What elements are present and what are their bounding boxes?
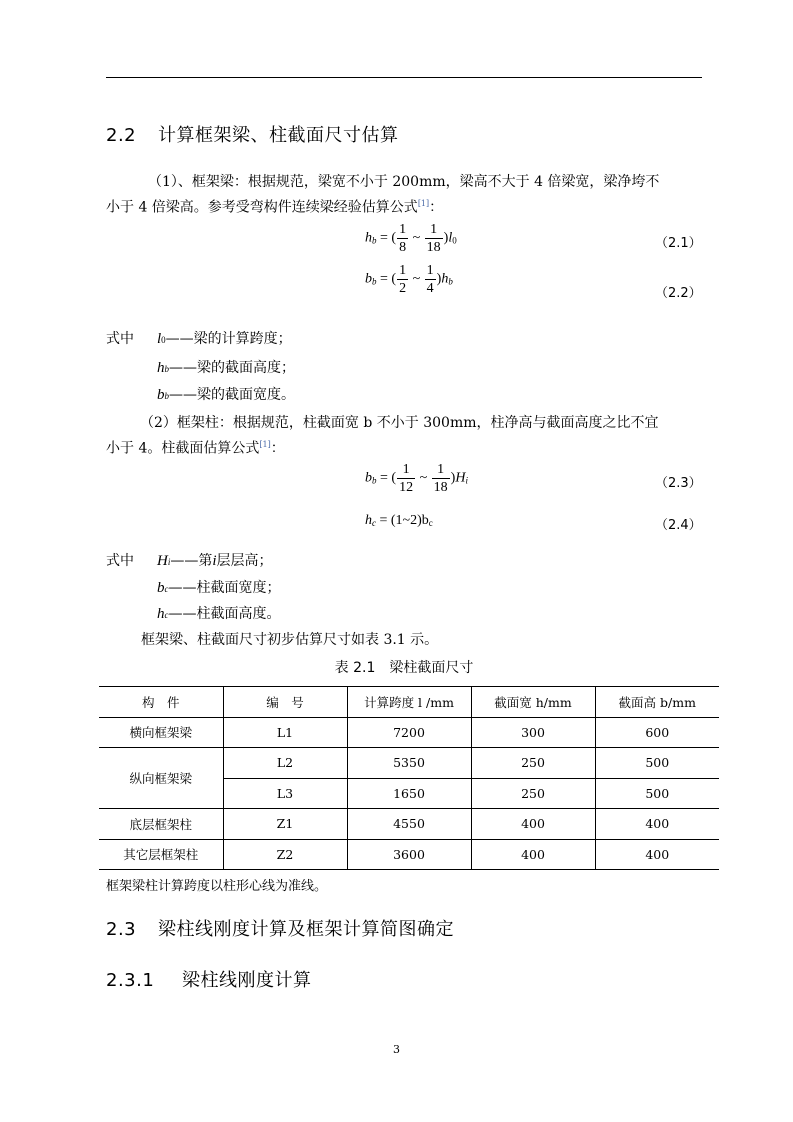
denominator: 18	[426, 240, 441, 255]
table-cell: 横向框架梁	[99, 717, 223, 748]
beam-para-colon: ：	[429, 199, 444, 216]
beam-para-text: 小于 4 倍梁高。参考受弯构件连续梁经验估算公式	[106, 199, 418, 216]
table-cell: 底层框架柱	[99, 809, 223, 840]
column-para-line2	[106, 434, 702, 460]
table-cell: L1	[223, 717, 347, 748]
numerator: 1	[425, 221, 443, 239]
numerator: 1	[399, 222, 407, 237]
definitions-prefix: 式中	[106, 331, 134, 347]
header-cell: 截面宽 h/mm	[471, 687, 595, 718]
def-index: i	[212, 553, 217, 569]
section-heading-2-2	[106, 121, 399, 147]
numerator: 1	[426, 263, 434, 278]
section-number: 2.2	[106, 125, 137, 146]
table-cell: 600	[595, 717, 719, 748]
numerator: 1	[399, 263, 407, 278]
eq-operator: = (1~2)b	[376, 513, 429, 528]
eq-lhs: b	[365, 271, 372, 287]
beam-para-line2	[106, 193, 702, 219]
definition-bc	[157, 577, 281, 597]
eq-var-sub: c	[428, 518, 433, 528]
page-number: 3	[393, 1043, 400, 1056]
def-sub: 0	[161, 335, 166, 345]
beam-para-line1: （1）、框架梁：根据规范，梁宽不小于 200mm，梁高不大于 4 倍梁宽，梁净垮不	[148, 174, 660, 190]
def-symbol: h	[157, 606, 165, 622]
fraction	[425, 221, 443, 256]
table-cell: 400	[595, 839, 719, 870]
table-cell: 500	[595, 778, 719, 809]
table-cell: 400	[595, 809, 719, 840]
table-header-row	[99, 687, 719, 718]
eq-paren: )	[443, 230, 449, 246]
column-para-line1: （2）框架柱：根据规范，柱截面宽 b 不小于 300mm，柱净高与截面高度之比不宜	[140, 415, 659, 431]
denominator: 2	[399, 281, 407, 296]
table-cell: 1650	[347, 778, 471, 809]
table-row	[99, 809, 719, 840]
numerator: 1	[432, 461, 450, 479]
fraction	[397, 461, 415, 496]
table-cell: 500	[595, 748, 719, 779]
header-cell: 计算跨度 l /mm	[347, 687, 471, 718]
eq-tilde: ~	[409, 271, 424, 287]
eq-var-sub: b	[448, 276, 453, 287]
def-symbol: b	[157, 387, 165, 403]
table-row	[99, 839, 719, 870]
table-row	[99, 717, 719, 748]
equation-2-1	[365, 221, 457, 256]
column-paragraph	[106, 412, 702, 460]
table-cell: L3	[223, 778, 347, 809]
definition-l0	[157, 328, 292, 348]
eq-lhs: h	[365, 513, 372, 528]
def-symbol: b	[157, 580, 165, 596]
equation-number: （2.4）	[655, 518, 702, 533]
eq-tilde: ~	[416, 470, 431, 486]
def-symbol: l	[157, 331, 162, 347]
column-para-text: 小于 4。柱截面估算公式	[106, 440, 260, 457]
citation-link[interactable]: [1]	[259, 440, 271, 449]
table-cell: 5350	[347, 748, 471, 779]
def-text: ——柱截面宽度；	[168, 580, 281, 596]
eq-lhs-sub: b	[372, 235, 377, 246]
table-cell: 400	[471, 839, 595, 870]
table-cell: Z1	[223, 809, 347, 840]
header-rule	[106, 77, 702, 78]
table-cell: 250	[471, 778, 595, 809]
eq-operator: = (	[376, 230, 397, 246]
def-sub: c	[164, 610, 169, 620]
section-heading-2-3	[106, 915, 454, 941]
def-text: 层层高；	[216, 553, 273, 569]
equation-2-4	[365, 513, 433, 529]
eq-var: H	[455, 470, 466, 486]
section-number: 2.3	[106, 919, 137, 940]
eq-var: l	[448, 230, 453, 246]
equation-number: （2.2）	[655, 286, 702, 301]
eq-paren: )	[436, 271, 442, 287]
table-cell: L2	[223, 748, 347, 779]
eq-operator: = (	[376, 271, 397, 287]
fraction	[397, 262, 408, 297]
def-sub: c	[164, 584, 169, 594]
equation-2-2	[365, 262, 453, 297]
table-cell: 250	[471, 748, 595, 779]
equation-number: （2.1）	[655, 236, 702, 251]
def-symbol: h	[157, 360, 165, 376]
dimensions-table	[99, 686, 719, 870]
header-cell: 截面高 b/mm	[595, 687, 719, 718]
def-symbol: H	[157, 553, 168, 569]
denominator: 18	[433, 480, 448, 495]
table-note: 框架梁柱计算跨度以柱形心线为准线。	[106, 879, 328, 894]
eq-var-sub: 0	[452, 235, 457, 246]
fraction	[432, 461, 450, 496]
eq-paren: )	[450, 470, 456, 486]
table-cell: 7200	[347, 717, 471, 748]
citation-link[interactable]: [1]	[417, 199, 430, 208]
table-cell: 300	[471, 717, 595, 748]
section-title: 计算框架梁、柱截面尺寸估算	[158, 125, 399, 146]
table-cell: 其它层框架柱	[99, 839, 223, 870]
section-title: 梁柱线刚度计算及框架计算简图确定	[158, 919, 454, 940]
equation-2-3	[365, 461, 468, 496]
table-row	[99, 748, 719, 779]
def-text: ——第	[170, 553, 213, 569]
def-sub: b	[164, 364, 169, 374]
table-caption: 表 2.1 梁柱截面尺寸	[334, 660, 474, 676]
definition-hb	[157, 357, 295, 377]
eq-lhs: b	[365, 470, 372, 486]
def-text: ——梁的截面高度；	[169, 360, 295, 376]
eq-lhs: h	[365, 230, 372, 246]
numerator: 1	[397, 461, 415, 479]
def-sub: b	[164, 391, 169, 401]
eq-tilde: ~	[409, 230, 424, 246]
eq-lhs-sub: c	[372, 518, 376, 528]
header-cell: 编 号	[223, 687, 347, 718]
table-cell: 400	[471, 809, 595, 840]
eq-lhs-sub: b	[372, 276, 377, 287]
beam-paragraph	[106, 171, 702, 219]
table-cell: 纵向框架梁	[99, 748, 223, 809]
def-text: ——梁的截面宽度。	[169, 387, 295, 403]
column-para-colon: ：	[270, 440, 285, 457]
table-cell: 3600	[347, 839, 471, 870]
table-cell: 4550	[347, 809, 471, 840]
fraction	[425, 262, 436, 297]
definitions-prefix: 式中	[106, 553, 134, 569]
eq-operator: = (	[376, 470, 397, 486]
denominator: 8	[399, 240, 407, 255]
definition-bb	[157, 384, 295, 404]
equation-number: （2.3）	[655, 476, 702, 491]
definition-hc	[157, 603, 281, 623]
definition-hi	[157, 550, 273, 570]
section-title: 梁柱线刚度计算	[182, 970, 312, 991]
def-text: ——梁的计算跨度；	[165, 331, 292, 347]
denominator: 12	[399, 480, 414, 495]
def-sub: i	[167, 557, 171, 567]
def-text: ——柱截面高度。	[168, 606, 281, 622]
denominator: 4	[426, 281, 434, 296]
table-cell: Z2	[223, 839, 347, 870]
fraction	[397, 221, 408, 256]
summary-text: 框架梁、柱截面尺寸初步估算尺寸如表 3.1 示。	[141, 632, 439, 648]
eq-lhs-sub: b	[372, 475, 377, 486]
header-cell: 构 件	[99, 687, 223, 718]
eq-var: h	[441, 271, 449, 287]
eq-var-sub: i	[465, 475, 468, 486]
section-heading-2-3-1	[106, 966, 312, 992]
section-number: 2.3.1	[106, 970, 155, 991]
